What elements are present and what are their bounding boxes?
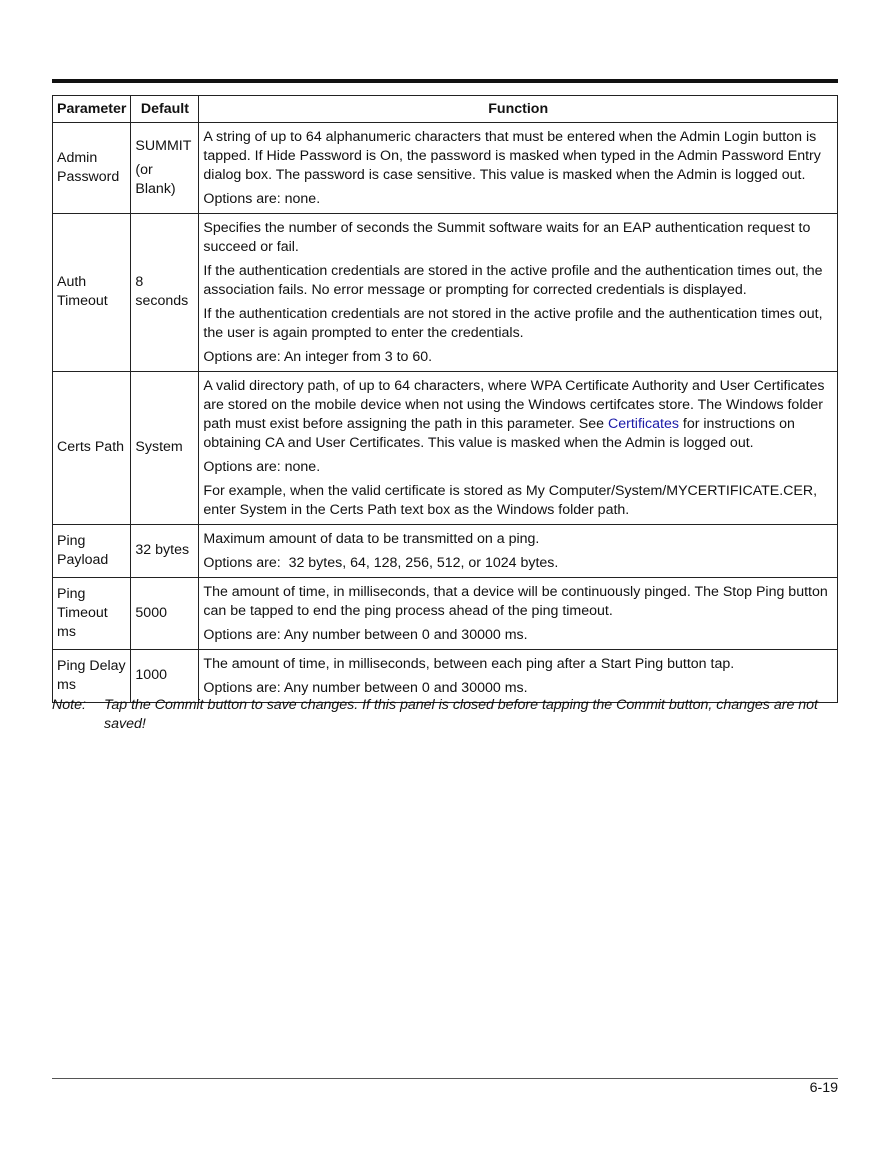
default-cell: 1000 [131,650,199,703]
parameter-cell: Ping Delay ms [53,650,131,703]
function-paragraph: Options are: none. [203,459,321,475]
function-paragraph: Options are: 32 bytes, 64, 128, 256, 512, or 1024 bytes. [203,555,559,571]
function-cell [199,214,838,372]
default-cell: 8 seconds [131,214,199,372]
parameter-cell: Auth Timeout [53,214,131,372]
page-number: 6-19 [809,1080,838,1096]
default-cell: System [131,372,199,525]
function-paragraph: For example, when the valid certificate is stored as My Computer/System/MYCERTIFICATE.CER, enter System in the Certs Path text box as the Windows folder path. [203,483,818,518]
function-cell [199,372,838,525]
table-row [53,123,838,214]
function-cell [199,650,838,703]
header-default: Default [131,96,199,123]
function-text: for instructions on obtaining CA and User Certificates. This value is masked when the Admin is logged out. [203,416,795,451]
function-paragraph: Specifies the number of seconds the Summit software waits for an EAP authentication request to succeed or fail. [203,220,811,255]
table-row [53,214,838,372]
function-paragraph [203,377,833,453]
default-cell: 32 bytes [131,525,199,578]
table-row [53,650,838,703]
parameter-cell: Admin Password [53,123,131,214]
function-paragraph: If the authentication credentials are not stored in the active profile and the authentication times out, the user is again prompted to enter the credentials. [203,306,823,341]
certificates-link[interactable]: Certificates [608,416,679,432]
function-paragraph: Options are: Any number between 0 and 30000 ms. [203,627,528,643]
default-value: (or Blank) [135,161,176,197]
function-cell [199,525,838,578]
table-row [53,525,838,578]
note-label: Note: [52,697,86,713]
function-text: A valid directory path, of up to 64 characters, where WPA Certificate Authority and User Certificates are stored on the mobile device when not using the Windows certifcates store. The Windows folder path must exist before assigning the path in this parameter. See [203,378,825,432]
function-paragraph: The amount of time, in milliseconds, that a device will be continuously pinged. The Stop Ping button can be tapped to end the ping process ahead of the ping timeout. [203,584,828,619]
footer-rule [52,1078,838,1079]
parameter-cell: Certs Path [53,372,131,525]
parameter-cell: Ping Timeout ms [53,578,131,650]
default-cell: 5000 [131,578,199,650]
function-paragraph: The amount of time, in milliseconds, between each ping after a Start Ping button tap. [203,656,735,672]
header-parameter: Parameter [53,96,131,123]
note-text: Tap the Commit button to save changes. If this panel is closed before tapping the Commit button, changes are not saved! [104,697,819,732]
table-row [53,372,838,525]
header-rule [52,79,838,83]
parameter-cell: Ping Payload [53,525,131,578]
function-paragraph: A string of up to 64 alphanumeric characters that must be entered when the Admin Login button is tapped. If Hide Password is On, the password is masked when typed in the Admin Password Entry dialog box. The password is case sensitive. This value is masked when the Admin is logged out. [203,129,821,183]
note [52,696,832,734]
parameter-table [52,95,838,703]
table-header-row [53,96,838,123]
function-paragraph: Maximum amount of data to be transmitted on a ping. [203,531,540,547]
function-paragraph: Options are: Any number between 0 and 30000 ms. [203,680,528,696]
function-paragraph: Options are: An integer from 3 to 60. [203,349,433,365]
function-paragraph: Options are: none. [203,191,321,207]
default-value: SUMMIT [135,137,192,154]
function-cell [199,578,838,650]
function-paragraph: If the authentication credentials are stored in the active profile and the authentication times out, the association fails. No error message or prompting for corrected credentials is displayed. [203,263,823,298]
default-cell [131,123,199,214]
function-cell [199,123,838,214]
table-row [53,578,838,650]
header-function: Function [199,96,838,123]
